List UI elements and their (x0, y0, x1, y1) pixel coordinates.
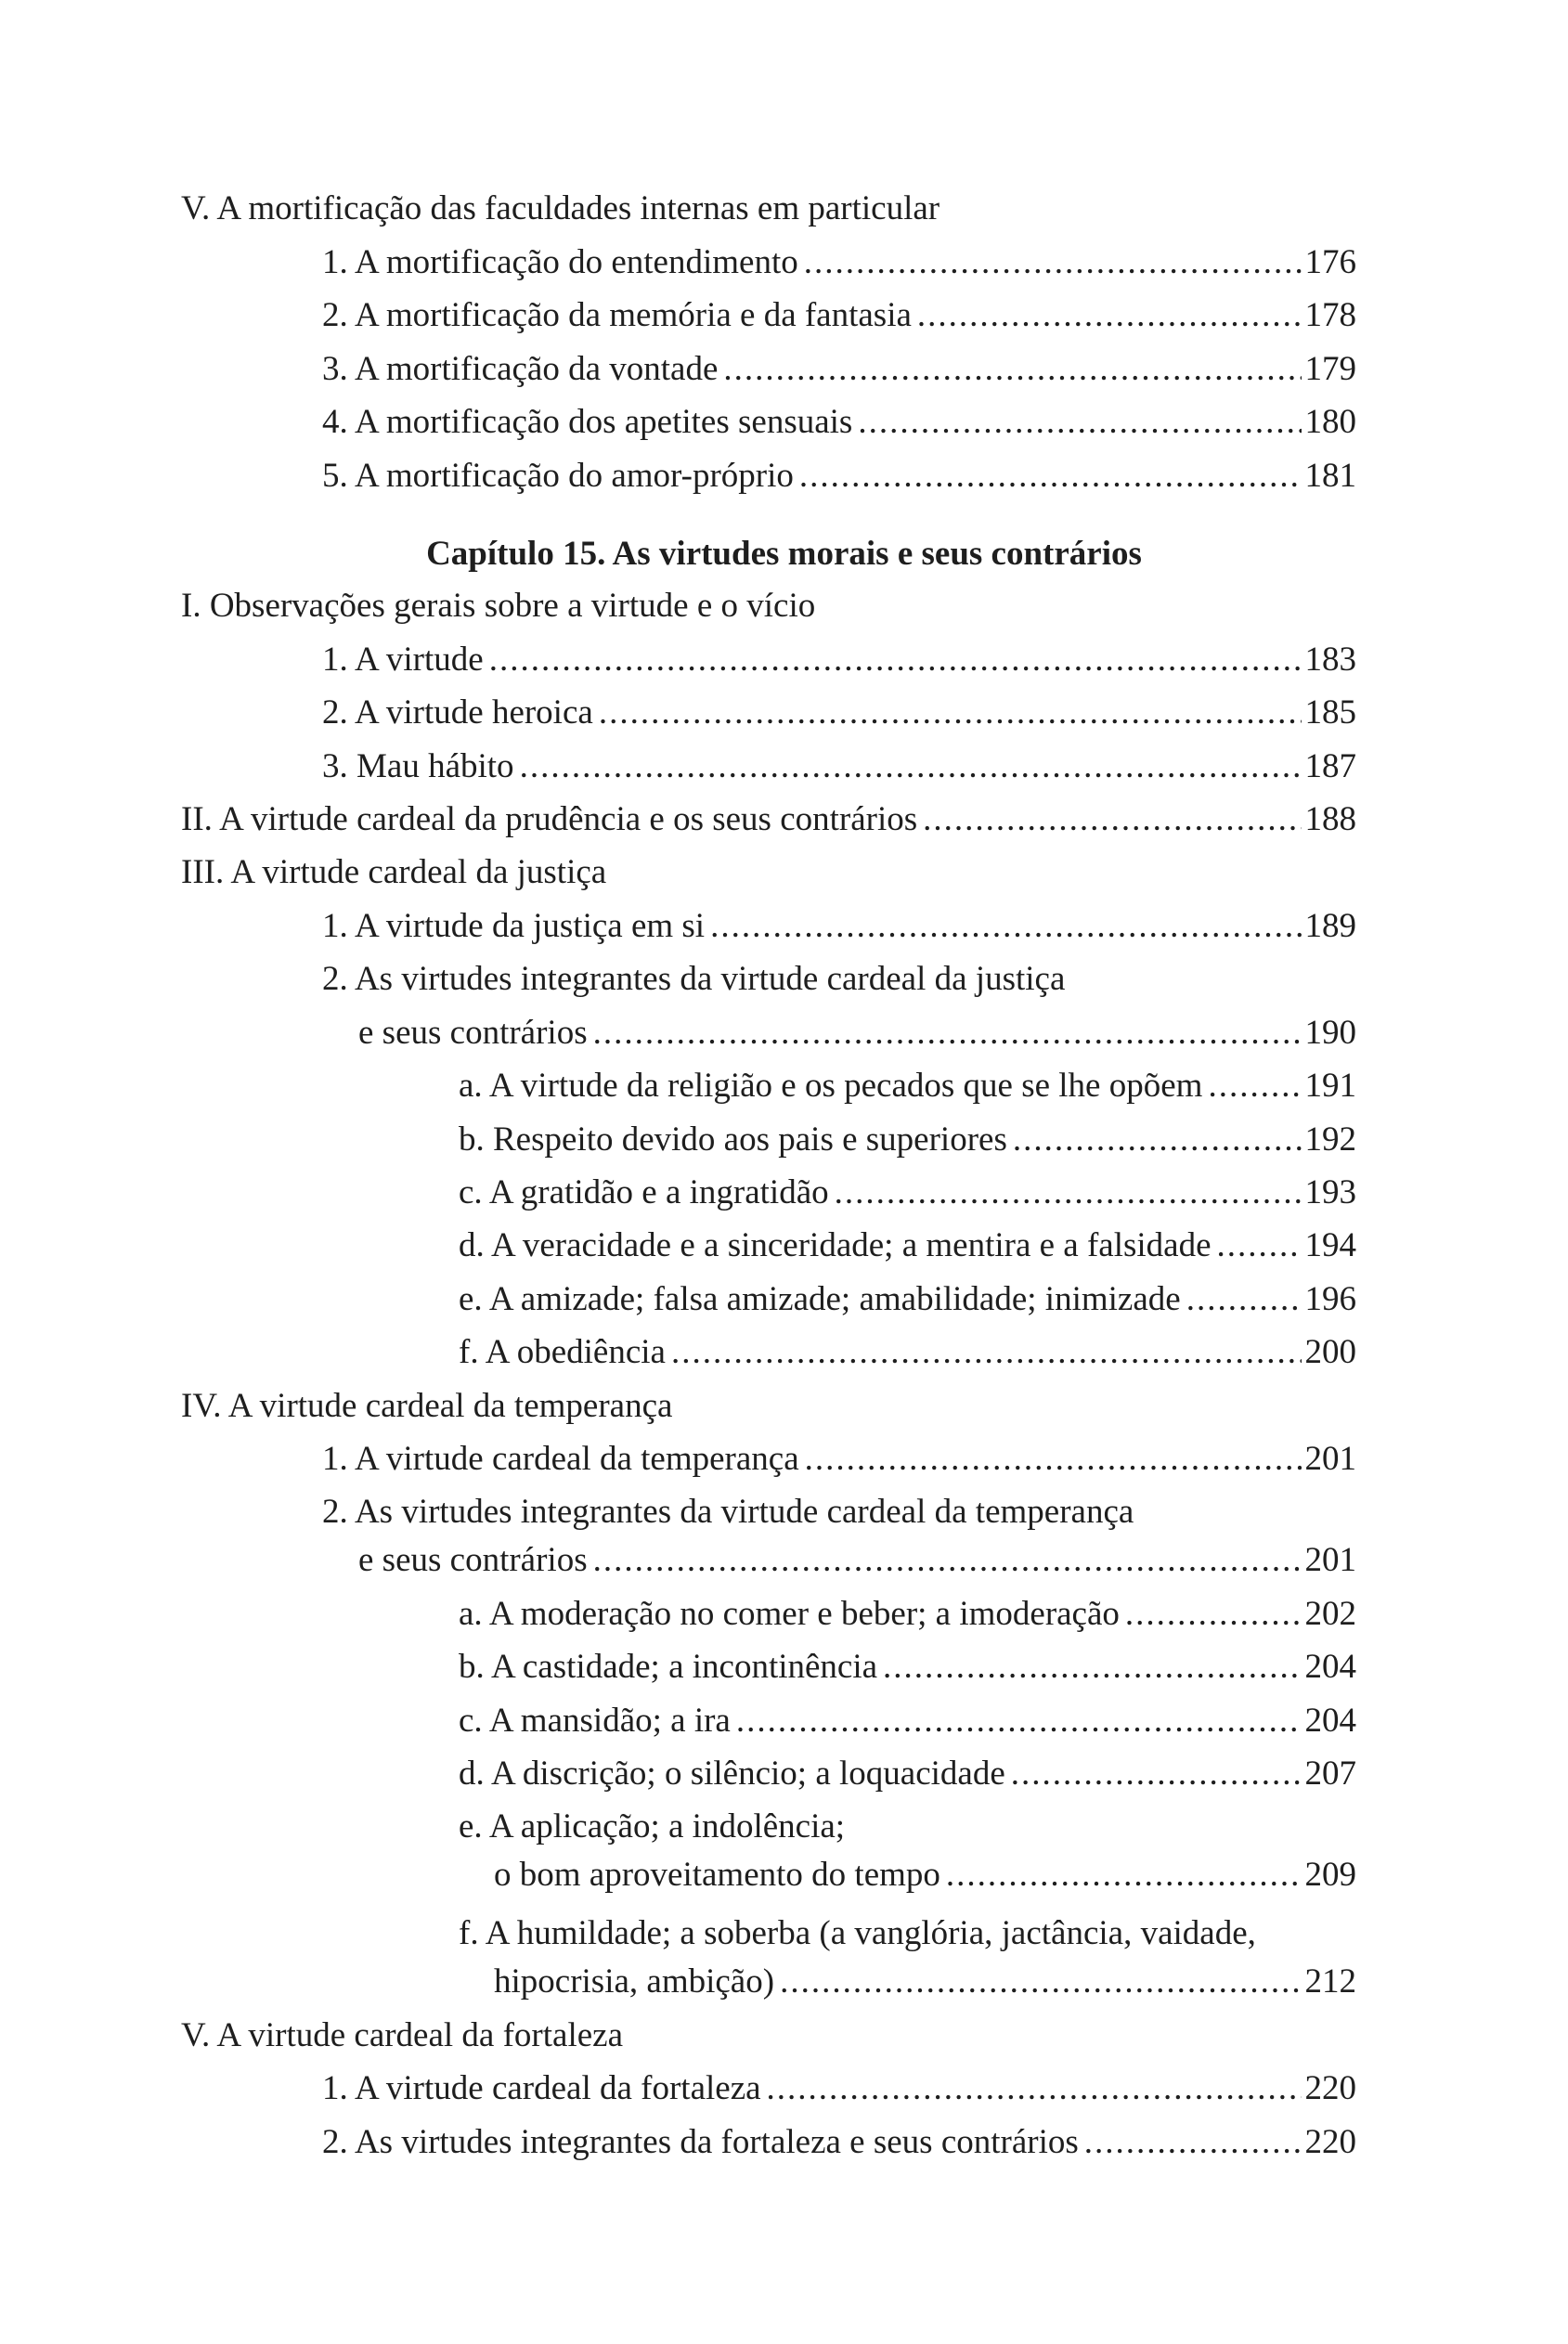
dot-leader (917, 295, 1302, 335)
entry-title: 1. A virtude da justiça em si (322, 907, 706, 945)
section-title-text: V. A mortificação das faculdades internas em particular (181, 189, 940, 227)
page-number: 180 (1304, 403, 1356, 441)
entry-title-line: 2. As virtudes integrantes da virtude cardeal da justiça (322, 960, 1066, 998)
section-title: I. Observações gerais sobre a virtude e o vício (181, 587, 816, 625)
dot-leader (1208, 1066, 1301, 1106)
toc-entry[interactable] (459, 1225, 1356, 1272)
dot-leader (1011, 1754, 1302, 1794)
toc-entry[interactable] (459, 1120, 1356, 1166)
dot-leader (858, 402, 1301, 442)
entry-title: a. A moderação no comer e beber; a imoderação (459, 1595, 1120, 1633)
entry-title: 2. As virtudes integrantes da fortaleza e seus contrários (322, 2123, 1079, 2161)
toc-entry[interactable] (322, 2122, 1356, 2169)
toc-entry[interactable] (322, 456, 1356, 502)
dot-leader (723, 349, 1301, 389)
toc-entry[interactable] (459, 1754, 1356, 1800)
toc-entry[interactable] (181, 799, 1356, 846)
toc-entry[interactable] (322, 402, 1356, 448)
page-number: 190 (1304, 1014, 1356, 1052)
entry-title: 2. A mortificação da memória e da fantasia (322, 296, 912, 334)
dot-leader (1013, 1120, 1302, 1159)
section-title: III. A virtude cardeal da justiça (181, 853, 607, 891)
page-number: 188 (1304, 800, 1356, 838)
page-number: 201 (1304, 1541, 1356, 1579)
dot-leader (780, 1962, 1301, 2001)
toc-entry[interactable] (322, 295, 1356, 342)
entry-title: 1. A virtude cardeal da temperança (322, 1440, 799, 1478)
entry-title: hipocrisia, ambição) (494, 1962, 775, 2001)
page-number: 207 (1304, 1755, 1356, 1793)
page-number: 181 (1304, 457, 1356, 495)
toc-entry[interactable] (358, 1540, 1356, 1586)
entry-title: 1. A virtude cardeal da fortaleza (322, 2069, 761, 2107)
dot-leader (835, 1172, 1302, 1212)
entry-title: 3. A mortificação da vontade (322, 350, 719, 388)
dot-leader (946, 1855, 1302, 1895)
page-number: 220 (1304, 2069, 1356, 2107)
page-number: 191 (1304, 1067, 1356, 1105)
dot-leader (710, 906, 1301, 946)
toc-entry[interactable] (459, 1066, 1356, 1112)
entry-title: d. A veracidade e a sinceridade; a mentira e a falsidade (459, 1226, 1212, 1264)
entry-title: c. A mansidão; a ira (459, 1702, 731, 1740)
dot-leader (593, 1540, 1302, 1580)
dot-leader (1084, 2122, 1302, 2162)
page-number: 187 (1304, 747, 1356, 785)
page-number: 220 (1304, 2123, 1356, 2161)
page-number: 196 (1304, 1280, 1356, 1318)
dot-leader (883, 1647, 1301, 1687)
page-number: 176 (1304, 243, 1356, 281)
page-number: 202 (1304, 1595, 1356, 1633)
entry-title: 3. Mau hábito (322, 747, 514, 785)
toc-entry[interactable] (459, 1701, 1356, 1747)
dot-leader (599, 693, 1302, 732)
toc-entry[interactable] (459, 1332, 1356, 1379)
entry-title: 1. A mortificação do entendimento (322, 243, 798, 281)
entry-title: 1. A virtude (322, 641, 484, 679)
page-number: 185 (1304, 693, 1356, 732)
entry-title-line: f. A humildade; a soberba (a vanglória, jactância, vaidade, (459, 1914, 1256, 1952)
toc-entry[interactable] (358, 1013, 1356, 1059)
entry-title: II. A virtude cardeal da prudência e os seus contrários (181, 800, 918, 838)
toc-entry[interactable] (322, 349, 1356, 395)
dot-leader (799, 456, 1302, 496)
entry-title: 2. A virtude heroica (322, 693, 593, 732)
page-number: 192 (1304, 1120, 1356, 1159)
dot-leader (593, 1013, 1302, 1053)
entry-title: e seus contrários (358, 1541, 588, 1579)
dot-leader (804, 242, 1302, 282)
entry-title: b. A castidade; a incontinência (459, 1648, 878, 1686)
page-number: 201 (1304, 1440, 1356, 1478)
toc-entry[interactable] (322, 693, 1356, 739)
entry-title: c. A gratidão e a ingratidão (459, 1173, 829, 1211)
dot-leader (736, 1701, 1302, 1741)
entry-title: d. A discrição; o silêncio; a loquacidade (459, 1755, 1005, 1793)
dot-leader (520, 746, 1302, 786)
chapter-heading: Capítulo 15. As virtudes morais e seus contrários (426, 535, 1142, 573)
page-number: 209 (1304, 1856, 1356, 1894)
toc-entry[interactable] (459, 1279, 1356, 1326)
dot-leader (1217, 1225, 1302, 1265)
entry-title: 4. A mortificação dos apetites sensuais (322, 403, 853, 441)
entry-title: e. A amizade; falsa amizade; amabilidade; inimizade (459, 1280, 1181, 1318)
toc-entry[interactable] (322, 640, 1356, 686)
page-number: 200 (1304, 1333, 1356, 1371)
page-number: 204 (1304, 1702, 1356, 1740)
entry-title: e seus contrários (358, 1014, 588, 1052)
entry-title-line: e. A aplicação; a indolência; (459, 1807, 846, 1845)
page-number: 212 (1304, 1962, 1356, 2001)
toc-entry[interactable] (322, 2068, 1356, 2115)
toc-entry[interactable] (494, 1855, 1356, 1901)
toc-entry[interactable] (322, 746, 1356, 793)
page-number: 193 (1304, 1173, 1356, 1211)
entry-title: a. A virtude da religião e os pecados que se lhe opõem (459, 1067, 1203, 1105)
page-number: 178 (1304, 296, 1356, 334)
toc-entry[interactable] (322, 242, 1356, 289)
page-number: 179 (1304, 350, 1356, 388)
page-number: 194 (1304, 1226, 1356, 1264)
section-title (181, 188, 940, 228)
toc-entry[interactable] (459, 1647, 1356, 1693)
toc-entry[interactable] (459, 1594, 1356, 1640)
toc-entry[interactable] (459, 1172, 1356, 1219)
toc-entry[interactable] (322, 1439, 1356, 1485)
dot-leader (671, 1332, 1302, 1372)
dot-leader (1186, 1279, 1302, 1319)
toc-entry[interactable] (322, 906, 1356, 952)
page-number: 204 (1304, 1648, 1356, 1686)
dot-leader (1125, 1594, 1302, 1634)
entry-title: 5. A mortificação do amor-próprio (322, 457, 794, 495)
section-title: V. A virtude cardeal da fortaleza (181, 2016, 623, 2054)
toc-entry[interactable] (494, 1962, 1356, 2008)
entry-title: f. A obediência (459, 1333, 666, 1371)
section-title: IV. A virtude cardeal da temperança (181, 1387, 673, 1425)
entry-title: b. Respeito devido aos pais e superiores (459, 1120, 1007, 1159)
dot-leader (489, 640, 1302, 680)
page-number: 189 (1304, 907, 1356, 945)
dot-leader (923, 799, 1301, 839)
dot-leader (805, 1439, 1302, 1479)
dot-leader (767, 2068, 1302, 2108)
entry-title-line: 2. As virtudes integrantes da virtude cardeal da temperança (322, 1493, 1134, 1531)
entry-title: o bom aproveitamento do tempo (494, 1856, 940, 1894)
page-number: 183 (1304, 641, 1356, 679)
